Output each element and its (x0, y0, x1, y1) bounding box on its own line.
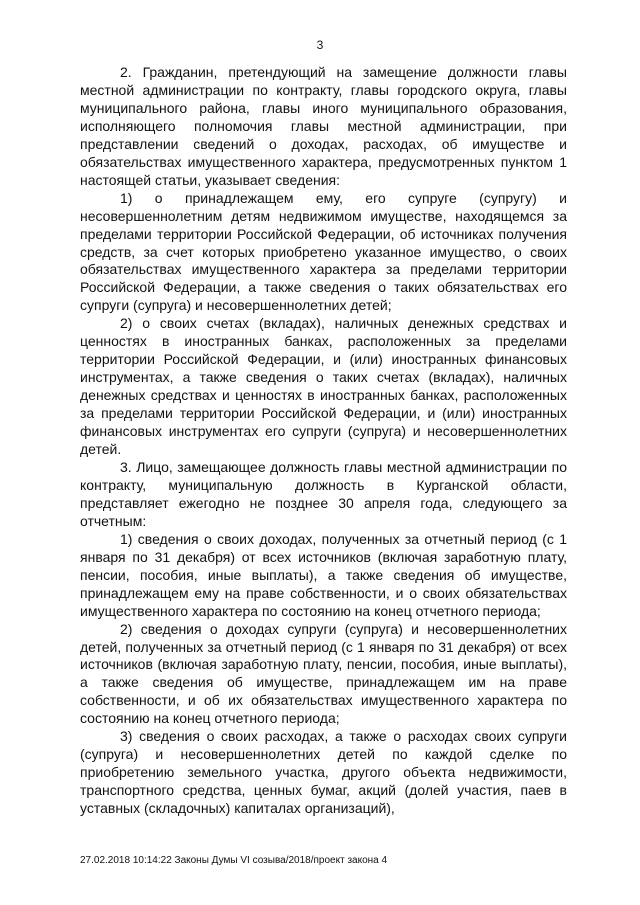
paragraph-clause-2-item-1: 1) о принадлежащем ему, его супруге (супругу) и несовершеннолетним детям недвижимом имуществе, находящемся за пределами территории Российской Федерации, об источниках получения средств, за счет которых приобретено указанное имущество, о своих обязательствах имущественного характера за пределами территории Российской Федерации, а также сведения о таких обязательствах его супруги (супруга) и несовершеннолетних детей; (80, 189, 567, 314)
paragraph-clause-2-item-2: 2) о своих счетах (вкладах), наличных денежных средствах и ценностях в иностранных банках, расположенных за пределами территории Российской Федерации, и (или) иностранных финансовых инструментах, а также сведения о таких счетах (вкладах), наличных денежных средствах и ценностях в иностранных банках, расположенных за пределами территории Российской Федерации, и (или) иностранных финансовых инструментах его супруги (супруга) и несовершеннолетних детей. (80, 315, 567, 458)
page-number: 3 (316, 38, 324, 52)
paragraph-clause-3-item-2: 2) сведения о доходах супруги (супруга) и несовершеннолетних детей, полученных за отчетный период (с 1 января по 31 декабря) от всех источников (включая заработную плату, пенсии, пособия, иные выплаты), а также сведения об имуществе, принадлежащем им на праве собственности, и об их обязательствах имущественного характера по состоянию на конец отчетного периода; (80, 620, 567, 727)
paragraph-clause-3-item-1: 1) сведения о своих доходах, полученных за отчетный период (с 1 января по 31 декабря) от всех источников (включая заработную плату, пенсии, пособия, иные выплаты), а также сведения об имуществе, принадлежащем ему на праве собственности, и о своих обязательствах имущественного характера по состоянию на конец отчетного периода; (80, 530, 567, 619)
paragraph-clause-3: 3. Лицо, замещающее должность главы местной администрации по контракту, муниципальную должность в Курганской области, представляет ежегодно не позднее 30 апреля года, следующего за отчетным: (80, 458, 567, 529)
footer-file-info: 27.02.2018 10:14:22 Законы Думы VI созыва/2018/проект закона 4 (80, 855, 388, 866)
paragraph-clause-2: 2. Гражданин, претендующий на замещение должности главы местной администрации по контракту, главы городского округа, главы муниципального района, главы иного муниципального образования, исполняющего полномочия главы местной администрации, при представлении сведений о доходах, расходах, об имуществе и обязательствах имущественного характера, предусмотренных пунктом 1 настоящей статьи, указывает сведения: (80, 64, 567, 188)
document-body (80, 64, 567, 818)
paragraph-clause-3-item-3: 3) сведения о своих расходах, а также о расходах своих супруги (супруга) и несовершеннолетних детей по каждой сделке по приобретению земельного участка, другого объекта недвижимости, транспортного средства, ценных бумаг, акций (долей участия, паев в уставных (складочных) капиталах организаций), (80, 728, 567, 817)
